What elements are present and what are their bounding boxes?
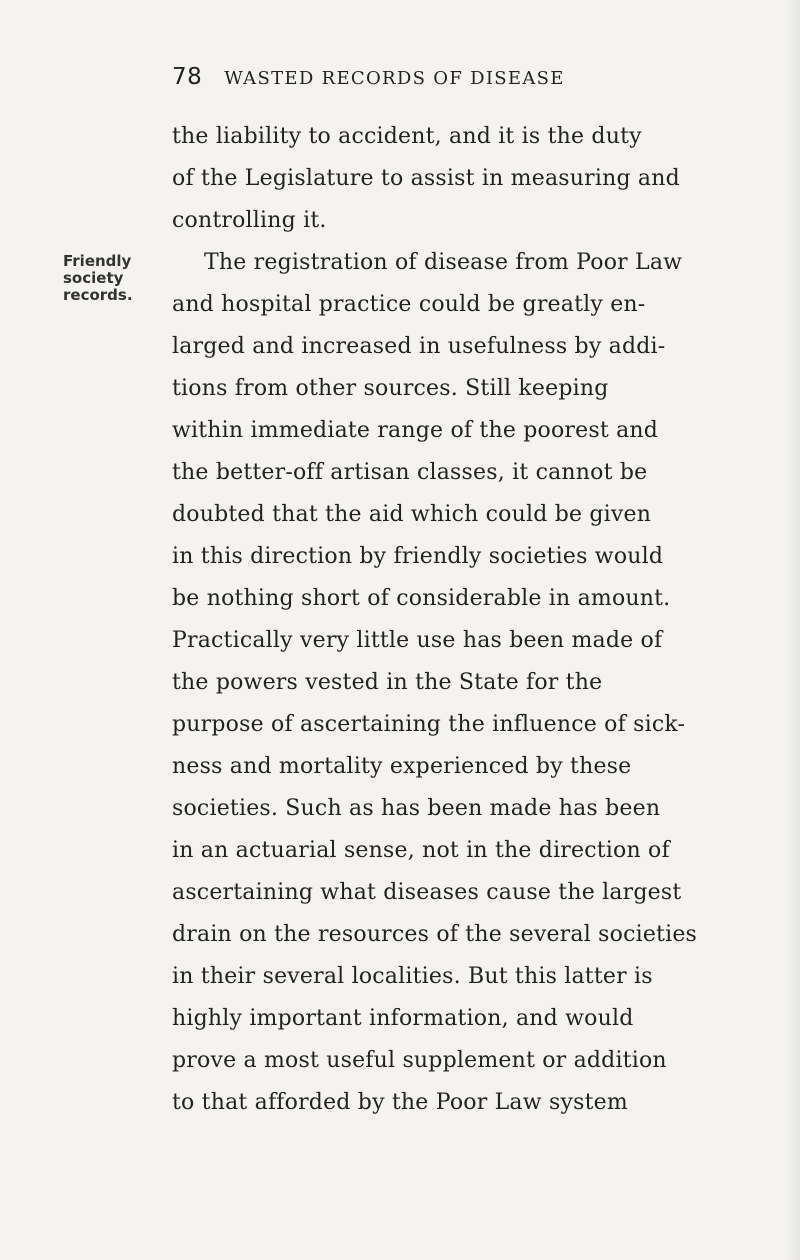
text-line: prove a most useful supplement or addition — [172, 1048, 667, 1073]
text-line: societies. Such as has been made has been — [172, 796, 661, 821]
text-line: drain on the resources of the several societies — [172, 922, 698, 947]
margin-note-line: society — [63, 269, 124, 287]
text-line: in an actuarial sense, not in the direction of — [172, 838, 670, 863]
paragraph-1 — [172, 116, 792, 242]
margin-note-line: records. — [63, 286, 133, 304]
text-line: to that afforded by the Poor Law system — [172, 1090, 628, 1115]
running-head — [172, 64, 642, 90]
margin-note — [63, 253, 153, 304]
text-line: within immediate range of the poorest and — [172, 418, 659, 443]
text-line: Practically very little use has been made of — [172, 628, 663, 653]
running-title: WASTED RECORDS OF DISEASE — [224, 68, 565, 89]
body-text — [172, 116, 792, 1124]
text-line: The registration of disease from Poor Law — [204, 250, 683, 275]
text-line: the better-off artisan classes, it cannot be — [172, 460, 648, 485]
text-line: be nothing short of considerable in amount. — [172, 586, 671, 611]
text-line: controlling it. — [172, 208, 327, 233]
text-line: the powers vested in the State for the — [172, 670, 603, 695]
text-line: larged and increased in usefulness by addi- — [172, 334, 666, 359]
text-line: highly important information, and would — [172, 1006, 634, 1031]
paragraph-2 — [172, 242, 792, 1124]
text-line: and hospital practice could be greatly en- — [172, 292, 646, 317]
text-line: doubted that the aid which could be given — [172, 502, 652, 527]
margin-note-line: Friendly — [63, 252, 132, 270]
text-line: of the Legislature to assist in measuring and — [172, 166, 680, 191]
text-line: in this direction by friendly societies would — [172, 544, 664, 569]
text-line: in their several localities. But this latter is — [172, 964, 653, 989]
text-line: tions from other sources. Still keeping — [172, 376, 609, 401]
text-line: ascertaining what diseases cause the largest — [172, 880, 682, 905]
text-line: purpose of ascertaining the influence of sick- — [172, 712, 686, 737]
text-line: the liability to accident, and it is the duty — [172, 124, 642, 149]
page-number: 78 — [172, 64, 203, 90]
text-line: ness and mortality experienced by these — [172, 754, 632, 779]
